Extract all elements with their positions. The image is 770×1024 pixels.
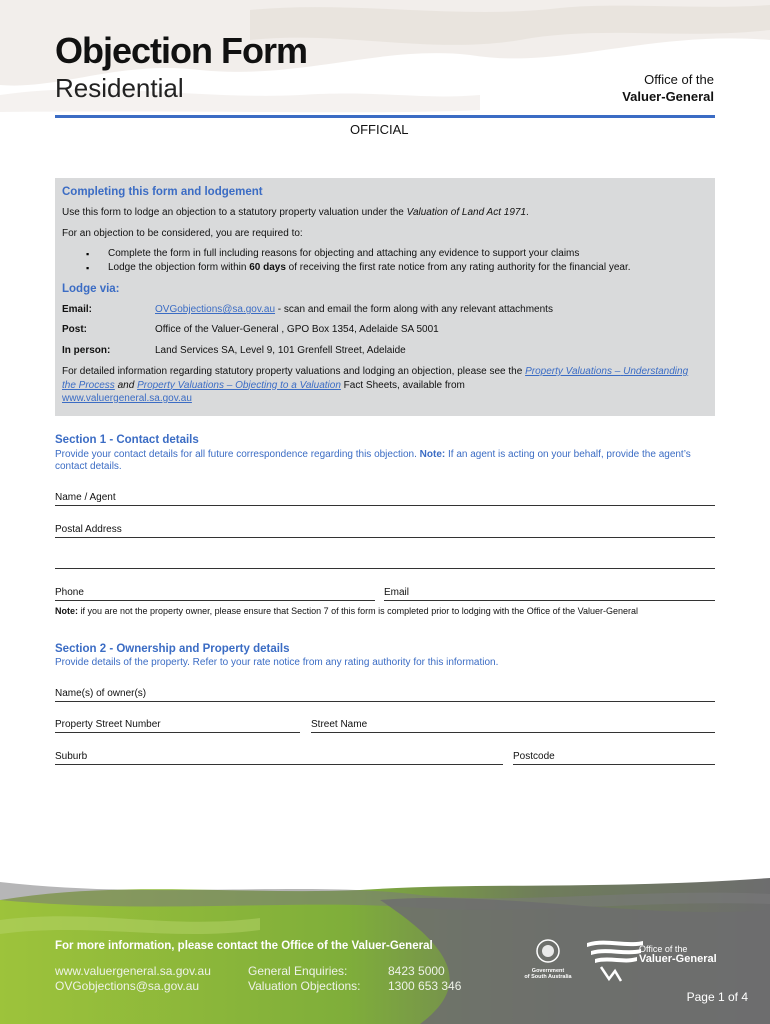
name-agent-field[interactable] <box>55 505 715 506</box>
office-of-label: Office of the <box>644 72 714 87</box>
suburb-field[interactable] <box>55 764 503 765</box>
valuer-general-website-link[interactable]: www.valuergeneral.sa.gov.au <box>62 393 192 404</box>
footer-office-of: Office of the <box>639 944 688 954</box>
gov-logo-line-2: of South Australia <box>524 974 572 980</box>
name-agent-label: Name / Agent <box>55 492 116 503</box>
email-label: Email <box>384 587 410 598</box>
objecting-valuation-link[interactable]: Property Valuations – Objecting to a Valuation <box>137 379 341 391</box>
in-person-method-value: Land Services SA, Level 9, 101 Grenfell Street, Adelaide <box>155 345 406 356</box>
postcode-label: Postcode <box>513 751 555 762</box>
bullet-item-1: Complete the form in full including reasons for objecting and attaching any evidence to support your claims <box>108 248 580 259</box>
valuation-objections-number: 1300 653 346 <box>388 979 462 993</box>
classification-label: OFFICIAL <box>350 122 409 137</box>
act-name: Valuation of Land Act 1971 <box>406 207 527 218</box>
section-1-description: Provide your contact details for all future correspondence regarding this objection. Note: If an agent is acting on your behalf, provide the agent’s contact details. <box>55 449 691 472</box>
bullet-marker: ▪ <box>86 263 90 273</box>
owners-field[interactable] <box>55 701 715 702</box>
email-method-label: Email: <box>62 304 93 315</box>
valuation-objections-label: Valuation Objections: <box>248 979 361 993</box>
owner-note: Note: if you are not the property owner, please ensure that Section 7 of this form is completed prior to lodging with the Office of the Valuer-General <box>55 606 638 616</box>
section-2-heading: Section 2 - Ownership and Property details <box>55 643 290 655</box>
info-paragraph: For detailed information regarding statutory property valuations and lodging an objection, please see the Property Valuations – Understanding the Process and Property Valuations – Objecting to a Valuation Fact Sheets, available from www.valuergeneral.sa.gov.au <box>62 366 689 404</box>
post-method-label: Post: <box>62 324 87 335</box>
suburb-label: Suburb <box>55 751 88 762</box>
page-number: Page 1 of 4 <box>686 990 748 1004</box>
page-subtitle: Residential <box>55 73 184 103</box>
footer-email-link[interactable]: OVGobjections@sa.gov.au <box>55 979 200 993</box>
street-number-field[interactable] <box>55 732 300 733</box>
instructions-line-1: Use this form to lodge an objection to a statutory property valuation under the Valuation of Land Act 1971. <box>62 207 529 218</box>
general-enquiries-number: 8423 5000 <box>388 964 445 978</box>
phone-label: Phone <box>55 587 84 598</box>
in-person-method-label: In person: <box>62 345 111 356</box>
instructions-line-2: For an objection to be considered, you are required to: <box>62 228 303 239</box>
phone-field[interactable] <box>55 600 375 601</box>
postal-address-field[interactable] <box>55 537 715 538</box>
postal-address-field-line-2[interactable] <box>55 568 715 569</box>
gov-logo-line-1: Government <box>531 968 565 974</box>
postcode-field[interactable] <box>513 764 715 765</box>
valuer-general-logo-mark <box>585 935 645 987</box>
footer-heading: For more information, please contact the Office of the Valuer-General <box>55 940 433 952</box>
lodge-via-heading: Lodge via: <box>62 283 120 295</box>
understanding-process-link[interactable]: Property Valuations – Understanding the Process <box>62 366 689 391</box>
section-2-description: Provide details of the property. Refer to your rate notice from any rating authority for this information. <box>55 657 499 668</box>
instructions-heading: Completing this form and lodgement <box>62 186 263 198</box>
email-field[interactable] <box>384 600 715 601</box>
street-number-label: Property Street Number <box>55 719 161 730</box>
owners-label: Name(s) of owner(s) <box>55 688 147 699</box>
section-1-heading: Section 1 - Contact details <box>55 434 199 446</box>
postal-address-label: Postal Address <box>55 524 122 535</box>
footer-valuer-general: Valuer-General <box>639 953 717 965</box>
header-divider <box>55 115 715 118</box>
valuer-general-label: Valuer-General <box>622 89 714 104</box>
post-method-value: Office of the Valuer-General , GPO Box 1354, Adelaide SA 5001 <box>155 324 439 335</box>
objections-email-link[interactable]: OVGobjections@sa.gov.au <box>155 304 276 315</box>
bullet-marker: ▪ <box>86 249 90 259</box>
street-name-field[interactable] <box>311 732 715 733</box>
bullet-item-2: Lodge the objection form within 60 days of receiving the first rate notice from any rating authority for the financial year. <box>108 262 631 273</box>
government-sa-logo <box>518 937 578 987</box>
street-name-label: Street Name <box>311 719 368 730</box>
footer-website-link[interactable]: www.valuergeneral.sa.gov.au <box>55 964 211 978</box>
general-enquiries-label: General Enquiries: <box>248 964 348 978</box>
page-title: Objection Form <box>55 30 308 71</box>
email-method-value: OVGobjections@sa.gov.au - scan and email the form along with any relevant attachments <box>155 304 553 315</box>
